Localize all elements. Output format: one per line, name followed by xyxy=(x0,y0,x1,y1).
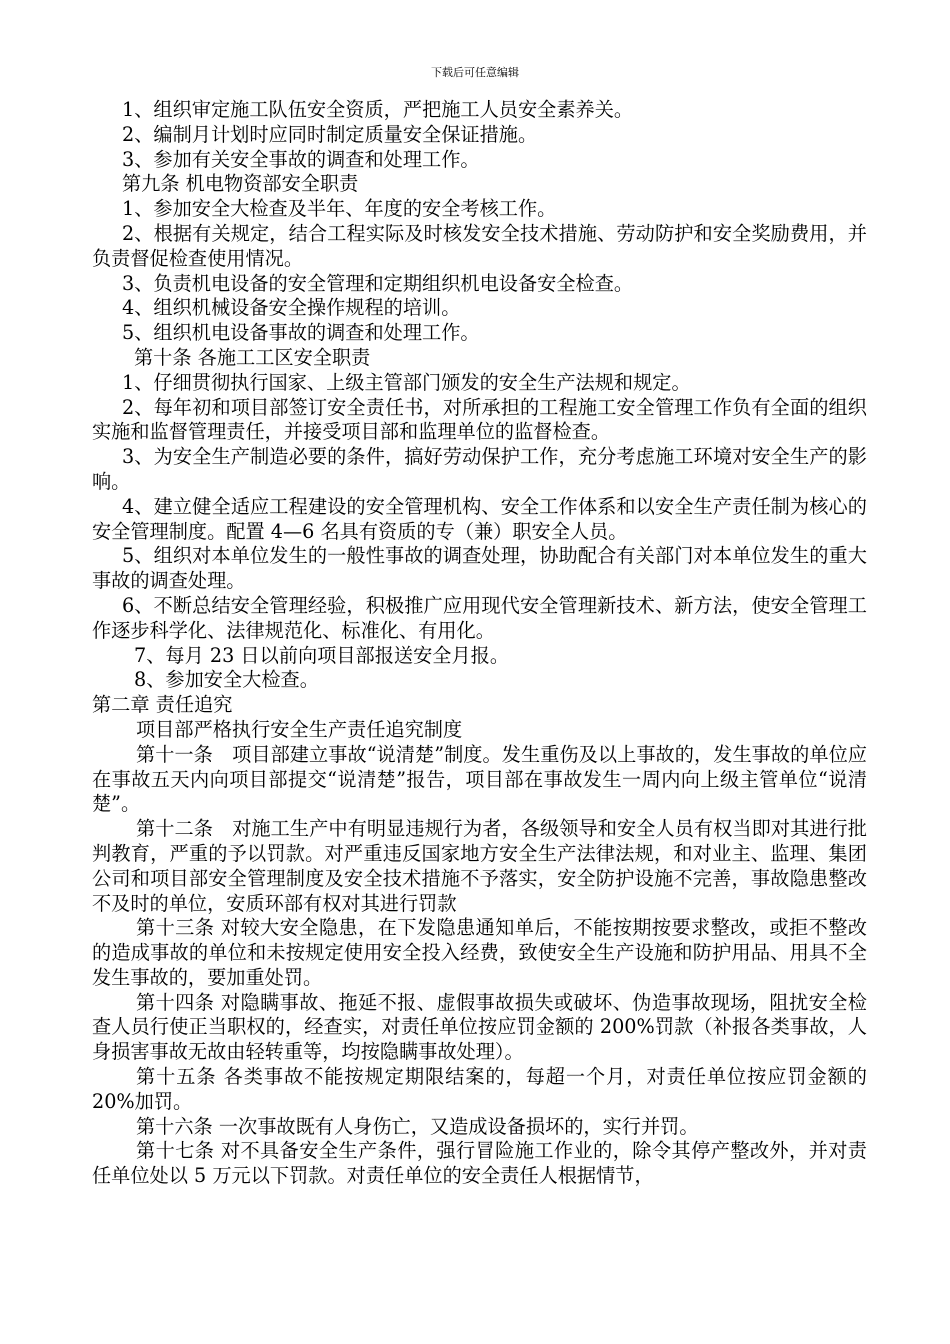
paragraph: 3、为安全生产制造必要的条件，搞好劳动保护工作，充分考虑施工环境对安全生产的影响。 xyxy=(92,445,867,493)
paragraph: 5、组织机电设备事故的调查和处理工作。 xyxy=(122,321,480,345)
paragraph: 第十五条 各类事故不能按规定期限结案的，每超一个月，对责任单位按应罚金额的 20%加罚。 xyxy=(92,1065,867,1113)
paragraph: 第十一条 项目部建立事故“说清楚”制度。发生重伤及以上事故的，发生事故的单位应在事故五天内向项目部提交“说清楚”报告，项目部在事故发生一周内向上级主管单位“说清楚”。 xyxy=(92,742,867,816)
paragraph: 第十六条 一次事故既有人身伤亡，又造成设备损坏的，实行并罚。 xyxy=(136,1114,699,1138)
chapter-heading: 第二章 责任追究 xyxy=(92,693,233,717)
paragraph: 4、组织机械设备安全操作规程的培训。 xyxy=(122,296,461,320)
paragraph: 1、仔细贯彻执行国家、上级主管部门颁发的安全生产法规和规定。 xyxy=(122,370,691,394)
paragraph: 第十三条 对较大安全隐患，在下发隐患通知单后，不能按期按要求整改，或拒不整改的造成事故的单位和未按规定使用安全投入经费，致使安全生产设施和防护用品、用具不全发生事故的，要加重处罚。 xyxy=(92,916,867,989)
paragraph: 项目部严格执行安全生产责任追究制度 xyxy=(136,717,463,741)
section-heading: 第十条 各施工工区安全职责 xyxy=(134,345,371,369)
paragraph: 3、参加有关安全事故的调查和处理工作。 xyxy=(122,147,480,171)
section-heading: 第九条 机电物资部安全职责 xyxy=(122,172,359,196)
paragraph: 8、参加安全大检查。 xyxy=(134,668,319,692)
paragraph: 第十四条 对隐瞒事故、拖延不报、虚假事故损失或破坏、伪造事故现场，阻扰安全检查人员行使正当职权的，经查实，对责任单位按应罚金额的 200%罚款（补报各类事故，人身损害事故无故由轻转重等，均按隐瞒事故处理）。 xyxy=(92,990,867,1064)
paragraph: 1、组织审定施工队伍安全资质，严把施工人员安全素养关。 xyxy=(122,98,634,121)
paragraph: 2、编制月计划时应同时制定质量安全保证措施。 xyxy=(122,122,538,146)
paragraph: 5、组织对本单位发生的一般性事故的调查处理，协助配合有关部门对本单位发生的重大事故的调查处理。 xyxy=(92,544,867,593)
paragraph: 3、负责机电设备的安全管理和定期组织机电设备安全检查。 xyxy=(122,271,634,295)
paragraph: 2、根据有关规定，结合工程实际及时核发安全技术措施、劳动防护和安全奖励费用，并负责督促检查使用情况。 xyxy=(92,221,867,270)
paragraph: 4、建立健全适应工程建设的安全管理机构、安全工作体系和以安全生产责任制为核心的安全管理制度。配置 4—6 名具有资质的专（兼）职安全人员。 xyxy=(92,494,867,543)
paragraph: 1、参加安全大检查及半年、年度的安全考核工作。 xyxy=(122,197,557,221)
page-header: 下载后可任意编辑 xyxy=(431,66,519,79)
paragraph: 第十二条 对施工生产中有明显违规行为者，各级领导和安全人员有权当即对其进行批判教育，严重的予以罚款。对严重违反国家地方安全生产法律法规，和对业主、监理、集团公司和项目部安全管理制度及安全技术措施不予落实，安全防护设施不完善，事故隐患整改不及时的单位，安质环部有权对其进行罚款 xyxy=(92,817,867,915)
paragraph: 第十七条 对不具备安全生产条件，强行冒险施工作业的，除令其停产整改外，并对责任单位处以 5 万元以下罚款。对责任单位的安全责任人根据情节， xyxy=(92,1139,867,1188)
document-body xyxy=(92,98,867,1189)
paragraph: 7、每月 23 日以前向项目部报送安全月报。 xyxy=(134,643,510,667)
paragraph: 6、不断总结安全管理经验，积极推广应用现代安全管理新技术、新方法，使安全管理工作逐步科学化、法律规范化、标准化、有用化。 xyxy=(92,593,867,642)
paragraph: 2、每年初和项目部签订安全责任书，对所承担的工程施工安全管理工作负有全面的组织实施和监督管理责任，并接受项目部和监理单位的监督检查。 xyxy=(92,395,867,444)
